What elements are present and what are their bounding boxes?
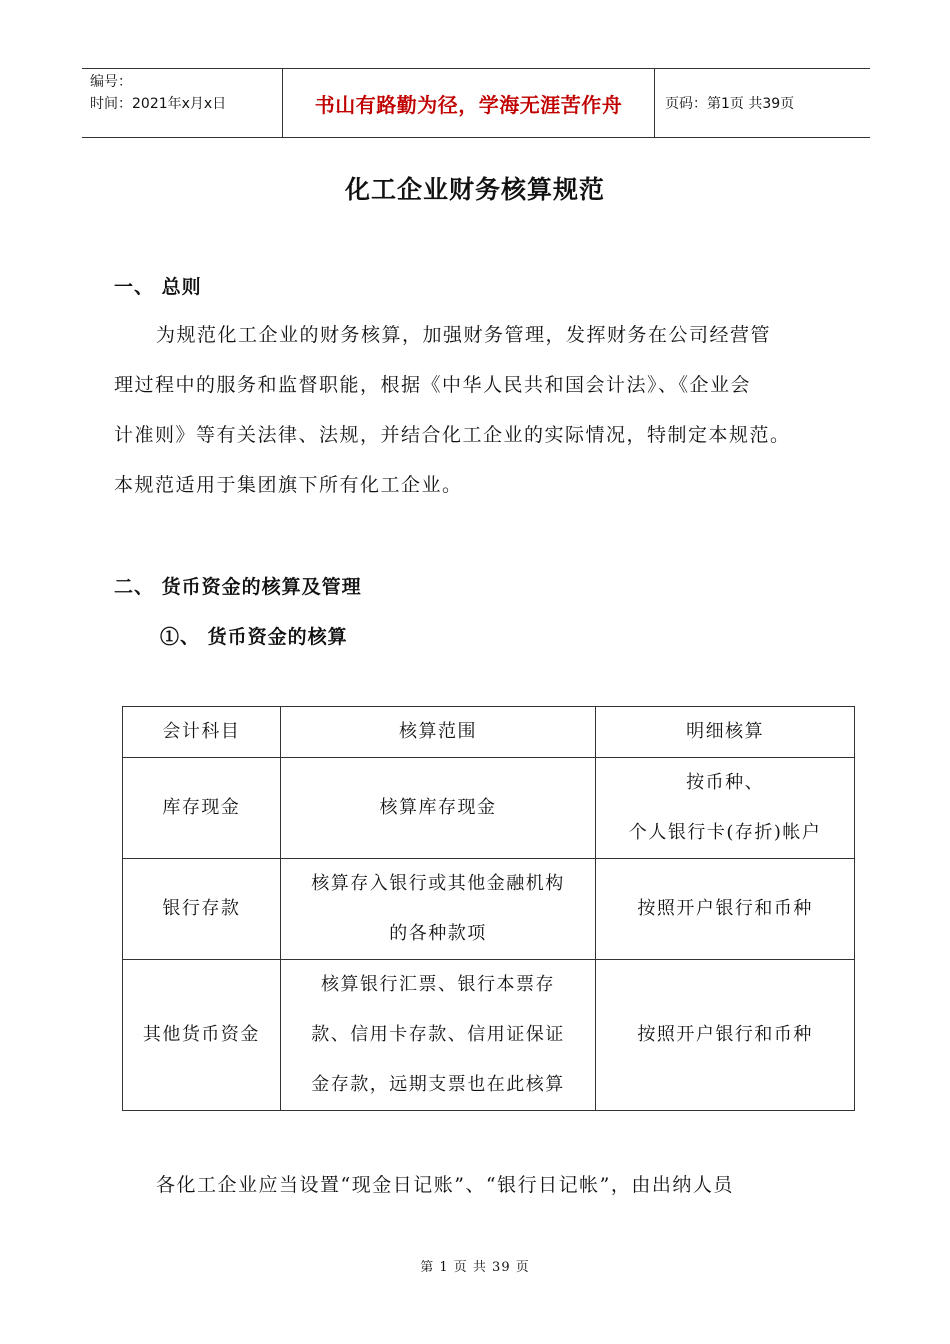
header-meta [82,69,282,137]
section-heading-monetary-funds: 二、 货币资金的核算及管理 [114,576,362,598]
table-header-cell: 明细核算 [596,707,855,758]
cell-line: 按照开户银行和币种 [637,898,813,919]
page-footer: 第 1 页 共 39 页 [420,1260,530,1275]
document-number: 编号： [90,74,132,90]
table-cell-scope [280,859,596,960]
header-motto: 书山有路勤为径，学海无涯苦作舟 [282,69,655,137]
cell-line: 核算库存现金 [379,797,497,818]
document-date: 时间：2021年x月x日 [90,96,227,112]
paragraph-line: 为规范化工企业的财务核算，加强财务管理，发挥财务在公司经营管 [156,324,772,346]
table-row [123,859,855,960]
table-cell-scope [280,758,596,859]
subsection-heading-funds-accounting: ①、 货币资金的核算 [160,626,348,648]
table-cell-subject: 库存现金 [123,758,281,859]
table-row [123,960,855,1111]
table-cell-detail [596,960,855,1111]
cell-line: 的各种款项 [389,923,487,944]
cell-line: 金存款，远期支票也在此核算 [311,1074,565,1095]
table-cell-detail [596,859,855,960]
cell-line: 个人银行卡(存折)帐户 [628,822,822,843]
cell-line: 核算银行汇票、银行本票存 [321,974,556,995]
header-page-info: 页码：第1页 共39页 [665,96,795,112]
section-heading-general: 一、 总则 [114,276,202,298]
paragraph-line: 本规范适用于集团旗下所有化工企业。 [114,474,463,496]
paragraph-line: 计准则》等有关法律、法规，并结合化工企业的实际情况，特制定本规范。 [114,424,791,446]
table-header-row [123,707,855,758]
table-header-cell: 会计科目 [123,707,281,758]
table-cell-subject: 其他货币资金 [123,960,281,1111]
accounting-table [122,706,855,1111]
paragraph-line: 各化工企业应当设置“现金日记账”、“银行日记帐”，由出纳人员 [156,1174,734,1196]
paragraph-line: 理过程中的服务和监督职能，根据《中华人民共和国会计法》、《企业会 [114,374,752,396]
table-row [123,758,855,859]
table-cell-scope [280,960,596,1111]
table-cell-subject: 银行存款 [123,859,281,960]
cell-line: 款、信用卡存款、信用证保证 [311,1024,565,1045]
table-header-cell: 核算范围 [280,707,596,758]
general-paragraph [114,310,854,510]
document-title: 化工企业财务核算规范 [344,175,605,204]
cell-line: 按照开户银行和币种 [637,1024,813,1045]
cell-line: 核算存入银行或其他金融机构 [311,873,565,894]
table-cell-detail [596,758,855,859]
cell-line: 按币种、 [686,772,765,793]
page-header [82,68,870,138]
closing-paragraph [114,1160,854,1210]
